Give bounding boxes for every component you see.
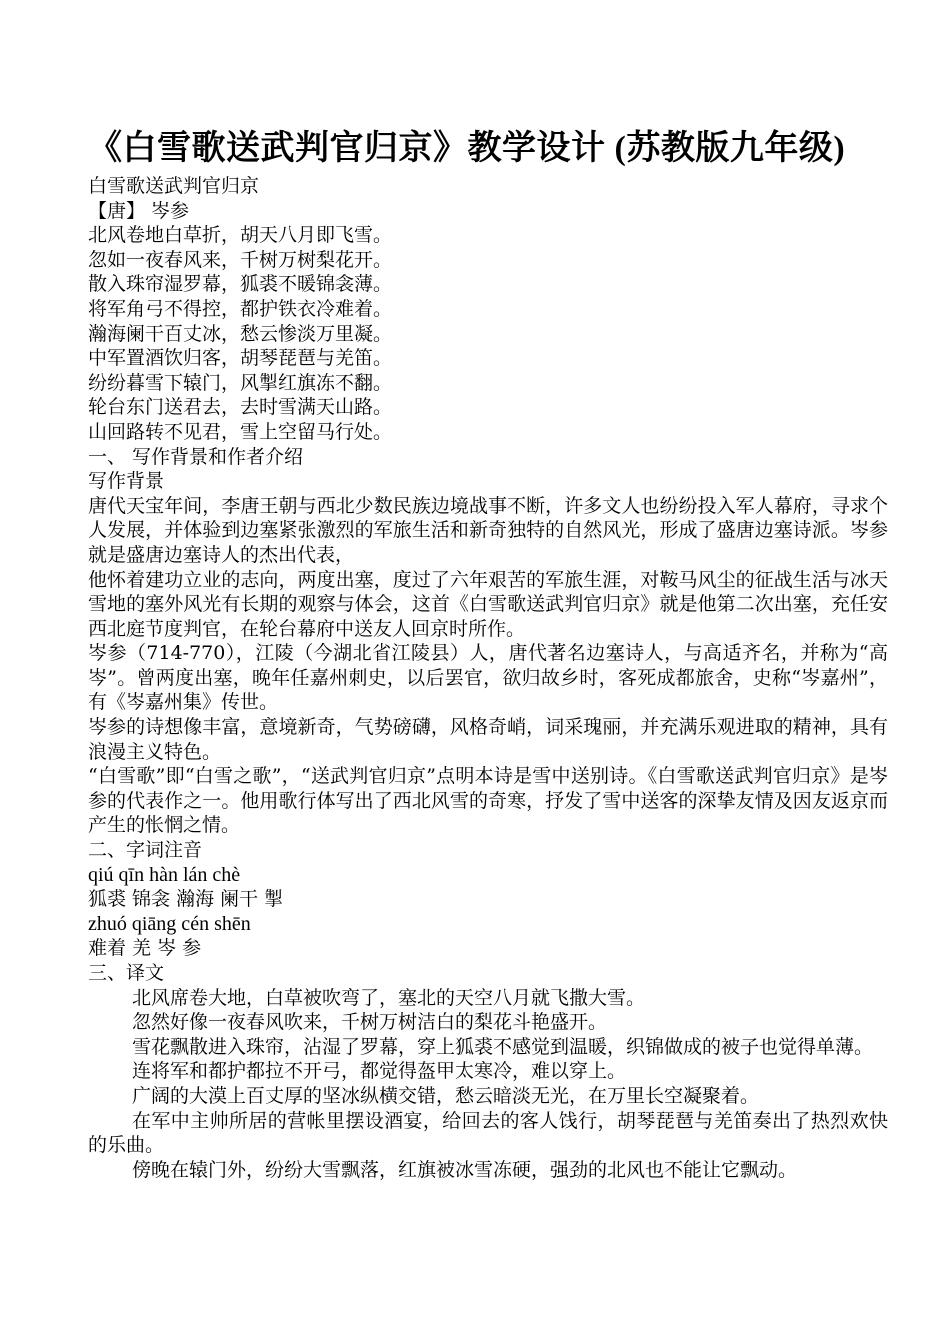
poem-title: 白雪歌送武判官归京 — [88, 175, 260, 197]
translation-paragraph: 在军中主帅所居的营帐里摆设酒宴，给回去的客人饯行，胡琴琵琶与羌笛奏出了热烈欢快的乐曲。 — [88, 1109, 888, 1157]
poem-line: 北风卷地白草折，胡天八月即飞雪。 — [88, 224, 393, 247]
poem-line: 将军角弓不得控，都护铁衣冷难着。 — [88, 297, 393, 320]
author-paragraph: 岑参（714-770），江陵（今湖北省江陵县）人，唐代著名边塞诗人，与高适齐名，并称为“高岑”。曾两度出塞，晚年任嘉州刺史，以后罢官，欲归故乡时，客死成都旅舍，史称“岑嘉州”，有《岑嘉州集》传世。 — [88, 642, 888, 714]
background-paragraph: 唐代天宝年间，李唐王朝与西北少数民族边境战事不断，许多文人也纷纷投入军人幕府，寻求个人发展，并体验到边塞紧张激烈的军旅生活和新奇独特的自然风光，形成了盛唐边塞诗派。岑参就是盛唐边塞诗人的杰出代表， — [88, 494, 888, 566]
poem-line: 忽如一夜春风来，千树万树梨花开。 — [88, 248, 393, 271]
translation-paragraph: 连将军和都护都拉不开弓，都觉得盔甲太寒冷，难以穿上。 — [132, 1060, 627, 1083]
section-heading-translation: 三、译文 — [88, 962, 165, 984]
poem-line: 纷纷暮雪下辕门，风掣红旗冻不翻。 — [88, 371, 393, 394]
pinyin-line: qiú qīn hàn lán chè — [88, 863, 241, 886]
translation-paragraph: 雪花飘散进入珠帘，沾湿了罗幕，穿上狐裘不感觉到温暖，织锦做成的被子也觉得单薄。 — [132, 1035, 874, 1058]
poem-line: 瀚海阑干百丈冰，愁云惨淡万里凝。 — [88, 322, 393, 345]
background-paragraph: 他怀着建功立业的志向，两度出塞，度过了六年艰苦的军旅生涯，对鞍马风尘的征战生活与冰天雪地的塞外风光有长期的观察与体会，这首《白雪歌送武判官归京》就是他第二次出塞，充任安西北庭节度判官，在轮台幕府中送友人回京时所作。 — [88, 568, 888, 640]
vocabulary-line: 狐裘 锦衾 瀚海 阑干 掣 — [88, 888, 284, 911]
poem-line: 轮台东门送君去，去时雪满天山路。 — [88, 396, 393, 419]
translation-paragraph: 忽然好像一夜春风吹来，千树万树洁白的梨花斗艳盛开。 — [132, 1011, 608, 1034]
poem-text — [88, 223, 888, 444]
translation-paragraph: 傍晚在辕门外，纷纷大雪飘落，红旗被冰雪冻硬，强劲的北风也不能让它飘动。 — [132, 1158, 798, 1181]
subheading-background: 写作背景 — [88, 470, 165, 493]
poem-line: 散入珠帘湿罗幕，狐裘不暖锦衾薄。 — [88, 273, 393, 296]
title-explanation-paragraph: “白雪歌”即“白雪之歌”，“送武判官归京”点明本诗是雪中送别诗。《白雪歌送武判官归京》是岑参的代表作之一。他用歌行体写出了西北风雪的奇寒，抒发了雪中送客的深挚友情及因友返京而产生的怅惘之情。 — [88, 765, 888, 837]
document-title: 《白雪歌送武判官归京》教学设计 (苏教版九年级) — [88, 130, 846, 167]
translation-paragraph: 北风席卷大地，白草被吹弯了，塞北的天空八月就飞撒大雪。 — [132, 986, 646, 1009]
section-heading-background: 一、 写作背景和作者介绍 — [88, 445, 304, 468]
vocabulary-line: 难着 羌 岑 参 — [88, 937, 202, 960]
section-heading-pronunciation: 二、字词注音 — [88, 839, 203, 862]
poem-line: 中军置酒饮归客，胡琴琵琶与羌笛。 — [88, 347, 393, 370]
pinyin-line: zhuó qiāng cén shēn — [88, 912, 251, 935]
document-page — [88, 126, 888, 1182]
style-paragraph: 岑参的诗想像丰富，意境新奇，气势磅礴，风格奇峭，词采瑰丽，并充满乐观进取的精神，具有浪漫主义特色。 — [88, 716, 888, 763]
poem-author: 【唐】 岑参 — [88, 199, 190, 222]
poem-line: 山回路转不见君，雪上空留马行处。 — [88, 420, 393, 443]
translation-paragraph: 广阔的大漠上百丈厚的坚冰纵横交错，愁云暗淡无光，在万里长空凝聚着。 — [132, 1084, 760, 1107]
